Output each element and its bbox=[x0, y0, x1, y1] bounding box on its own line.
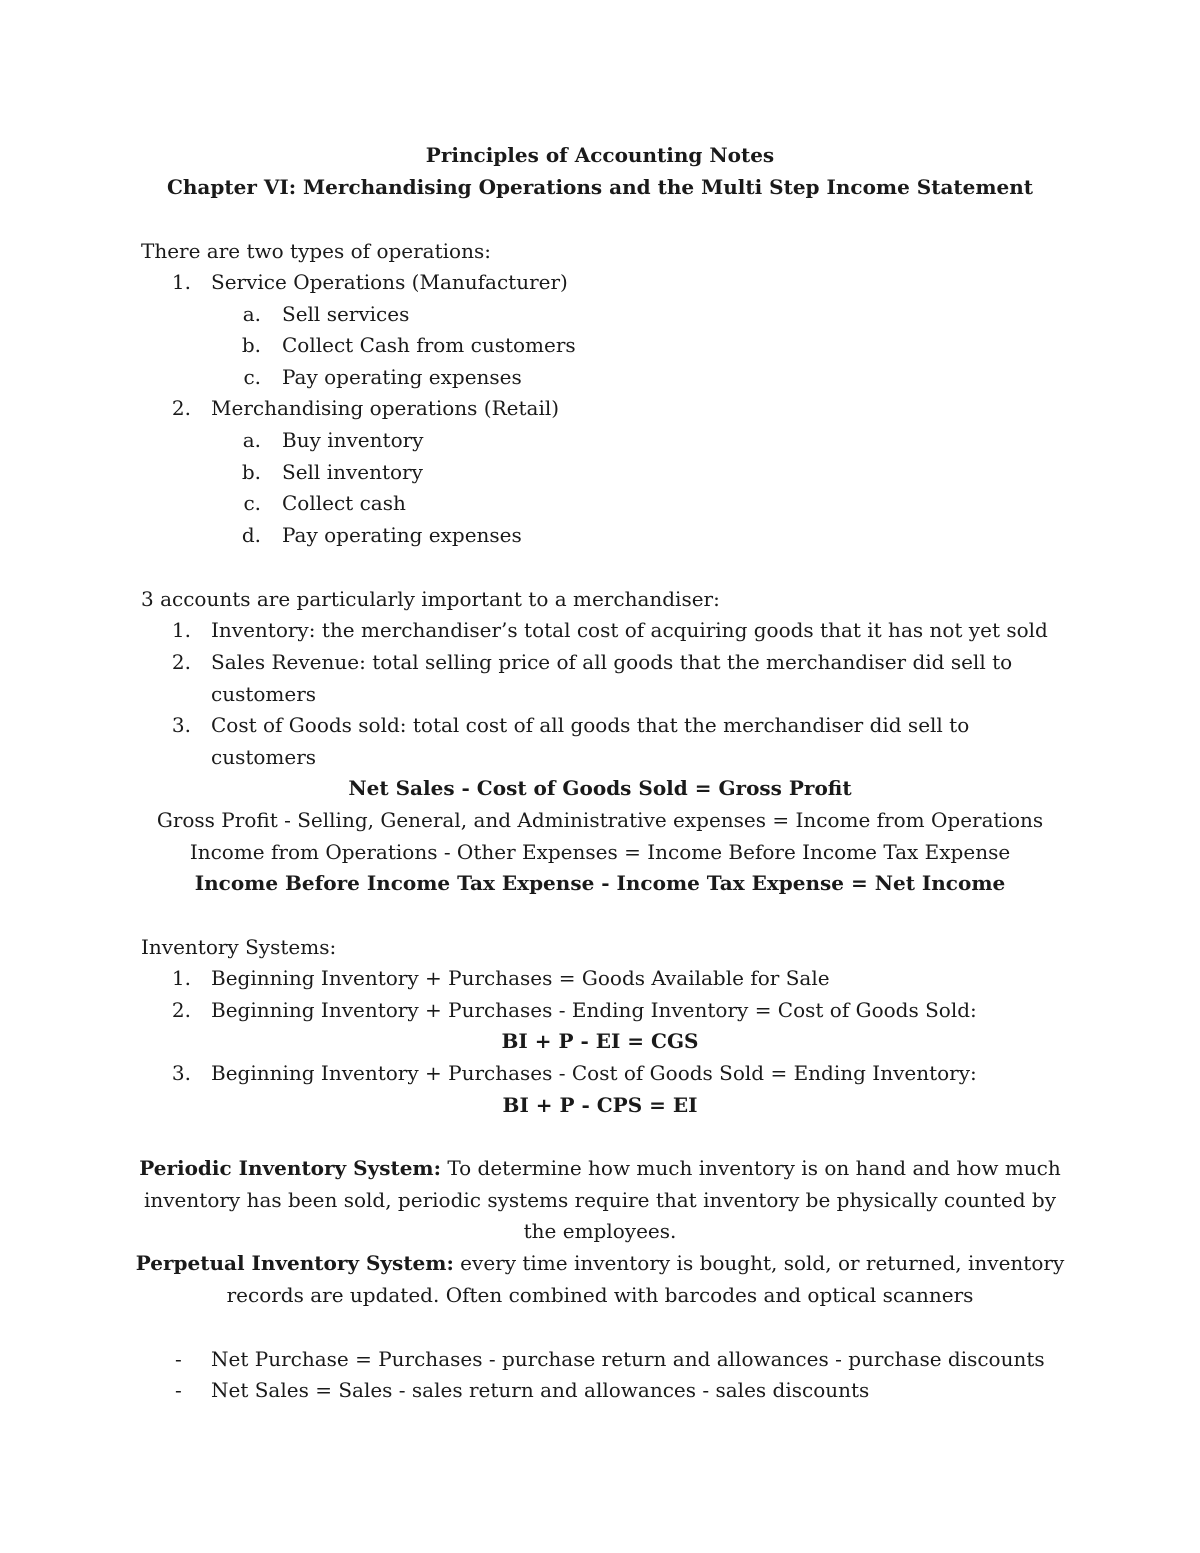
list-item: 1. Service Operations (Manufacturer) bbox=[171, 270, 568, 294]
equation-net-income: Income Before Income Tax Expense - Income Tax Expense = Net Income bbox=[194, 871, 1006, 895]
periodic-system-line: inventory has been sold, periodic systems require that inventory be physically counted by bbox=[143, 1188, 1057, 1212]
bullet-item: - Net Purchase = Purchases - purchase return and allowances - purchase discounts bbox=[175, 1347, 1045, 1371]
list-item: 3. Cost of Goods sold: total cost of all goods that the merchandiser did sell to bbox=[171, 713, 970, 737]
periodic-system-line: Periodic Inventory System: To determine how much inventory is on hand and how much bbox=[139, 1156, 1061, 1180]
sub-list-item: c. Pay operating expenses bbox=[243, 365, 522, 389]
equation-gross-profit: Net Sales - Cost of Goods Sold = Gross Profit bbox=[348, 776, 852, 800]
formula-cgs: BI + P - EI = CGS bbox=[501, 1029, 699, 1053]
doc-title: Principles of Accounting Notes bbox=[425, 143, 775, 167]
sub-list-item: a. Buy inventory bbox=[242, 428, 424, 452]
chapter-heading: Chapter VI: Merchandising Operations and the Multi Step Income Statement bbox=[166, 175, 1034, 199]
perpetual-system-label: Perpetual Inventory System: bbox=[135, 1251, 454, 1275]
inventory-intro: Inventory Systems: bbox=[141, 935, 337, 959]
formula-ei: BI + P - CPS = EI bbox=[502, 1093, 698, 1117]
sub-list-item: d. Pay operating expenses bbox=[241, 523, 522, 547]
perpetual-system-line: records are updated. Often combined with barcodes and optical scanners bbox=[226, 1283, 974, 1307]
sub-list-item: b. Sell inventory bbox=[241, 460, 423, 484]
sub-list-item: a. Sell services bbox=[242, 302, 410, 326]
equation-income-operations: Gross Profit - Selling, General, and Administrative expenses = Income from Operations bbox=[156, 808, 1044, 832]
list-item: 2. Beginning Inventory + Purchases - Ending Inventory = Cost of Goods Sold: bbox=[171, 998, 977, 1022]
equation-income-before-tax: Income from Operations - Other Expenses = Income Before Income Tax Expense bbox=[189, 840, 1011, 864]
list-item: 2. Merchandising operations (Retail) bbox=[171, 396, 560, 420]
sub-list-item: b. Collect Cash from customers bbox=[241, 333, 576, 357]
accounts-intro: 3 accounts are particularly important to a merchandiser: bbox=[141, 587, 720, 611]
list-item-continuation: customers bbox=[211, 745, 317, 769]
list-item-continuation: customers bbox=[211, 682, 317, 706]
sub-list-item: c. Collect cash bbox=[243, 491, 406, 515]
list-item: 1. Inventory: the merchandiser’s total cost of acquiring goods that it has not yet sold bbox=[171, 618, 1048, 642]
bullet-item: - Net Sales = Sales - sales return and allowances - sales discounts bbox=[175, 1378, 870, 1402]
operations-intro: There are two types of operations: bbox=[141, 239, 491, 263]
list-item: 1. Beginning Inventory + Purchases = Goods Available for Sale bbox=[171, 966, 830, 990]
periodic-system-line: the employees. bbox=[523, 1219, 677, 1243]
list-item: 3. Beginning Inventory + Purchases - Cost of Goods Sold = Ending Inventory: bbox=[171, 1061, 977, 1085]
perpetual-system-line: Perpetual Inventory System: every time inventory is bought, sold, or returned, inventory bbox=[135, 1251, 1065, 1275]
periodic-system-label: Periodic Inventory System: bbox=[139, 1156, 441, 1180]
list-item: 2. Sales Revenue: total selling price of all goods that the merchandiser did sell to bbox=[171, 650, 1013, 674]
